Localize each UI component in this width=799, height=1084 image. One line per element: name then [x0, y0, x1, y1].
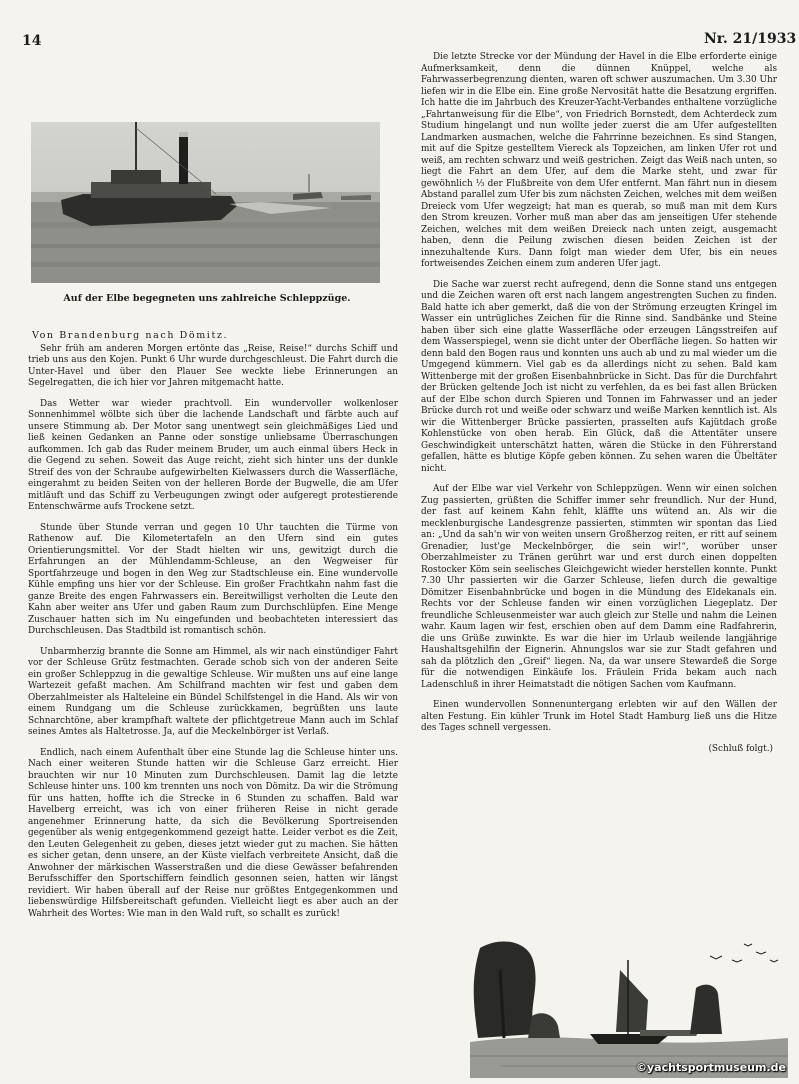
sailboat-sketch	[470, 930, 788, 1078]
paragraph: Sehr früh am anderen Morgen ertönte das „Reise, Reise!“ durchs Schiff und trieb uns aus den Kojen. Punkt 6 Uhr wurde durchgeschleust. Die Fahrt durch die Unter-Havel und über den Plauer See weckte liebe Erinnerungen an Segelregatten, die ich hier vor Jahren mitgemacht hatte.	[28, 343, 398, 388]
paragraph: Auf der Elbe war viel Verkehr von Schleppzügen. Wenn wir einen solchen Zug passierten, grüßten die Schiffer immer sehr freundlich. Nur der Hund, der fast auf keinem Kahn fehlt, kläffte uns wütend an. Als wir die mecklenburgische Landesgrenze passierten, stimmten wir spontan das Lied an: „Und da sah'n wir von weiten unsern Großherzog reiten, er ritt auf seinem Grenadier, lust'ge Meckelnbörger, die sein wir!“, worüber unser Oberzahlmeister zu Tränen gerührt war und erst durch einen doppelten Rostocker Köm sein seelisches Gleichgewicht wieder herstellen konnte. Punkt 7.30 Uhr passierten wir die Garzer Schleuse, liefen durch die gewaltige Dömitzer Eisenbahnbrücke und bogen in die Mündung des Eldekanals ein. Rechts vor der Schleuse fanden wir einen vorzüglichen Liegeplatz. Der freundliche Schleusenmeister war auch gleich zur Stelle und nahm die Leinen wahr. Kaum lagen wir fest, erschien oben auf dem Damm eine Radfahrerin, die uns Grüße zuwinkte. Es war die hier im Urlaub weilende langjährige Haushaltsgehilfin der Eignerin. Ahnungslos war sie zur Stadt gefahren und sah da plötzlich den „Greif“ liegen. Na, da war unsere Stewardeß die Sorge für die notwendigen Einkäufe los. Fräulein Frida bekam auch nach Ladenschluß in ihrer Heimatstadt die nötigen Sachen vom Kaufmann.	[421, 484, 777, 690]
section-heading: Von Brandenburg nach Dömitz.	[32, 330, 229, 341]
photo-caption: Auf der Elbe begegneten uns zahlreiche Schleppzüge.	[63, 293, 351, 304]
paragraph: Stunde über Stunde verran und gegen 10 Uhr tauchten die Türme von Rathenow auf. Die Kilometertafeln an den Ufern sind ein gutes Orientierungsmittel. Vor der Stadt hielten wir uns, gewitzigt durch die Erfahrungen an der Mühlendamm-Schleuse, an den Wegweiser für Sportfahrzeuge und bogen in den Weg zur Stadtschleuse ein. Eine wundervolle Kühle empfing uns hier vor der Schleuse. Ein großer Frachtkahn nahm fast die ganze Breite des engen Fahrwassers ein. Bereitwilligst verholten die Leute den Kahn aber weiter ans Ufer und gaben Raum zum Durchschlüpfen. Eine Menge Zuschauer hatten sich im Nu eingefunden und beobachteten interessiert das Durchschleusen. Das Stadtbild ist romantisch schön.	[28, 522, 398, 636]
paragraph: Einen wundervollen Sonnenuntergang erlebten wir auf den Wällen der alten Festung. Ein kühler Trunk im Hotel Stadt Hamburg ließ uns die Hitze des Tages schnell vergessen.	[421, 700, 777, 733]
paragraph: Die letzte Strecke vor der Mündung der Havel in die Elbe erforderte einige Aufmerksamkeit, denn die dünnen Knüppel, welche als Fahrwasserbegrenzung dienten, waren oft schwer auszumachen. Um 3.30 Uhr liefen wir in die Elbe ein. Eine große Nervosität hatte die Besatzung ergriffen. Ich hatte die im Jahrbuch des Kreuzer-Yacht-Verbandes enthaltene vorzügliche „Fahrtanweisung für die Elbe“, von Friedrich Bornstedt, dem Achterdeck zum Studium hingelangt und nun wollte jeder zuerst die am Ufer aufgestellten Landmarken ausmachen, welche die Fahrrinne bezeichnen. Es sind Stangen, mit auf die Spitze gestelltem Viereck als Topzeichen, am linken Ufer rot und weiß, am rechten schwarz und weiß gestrichen. Zeigt das Weiß nach unten, so liegt die Fahrt an dem Ufer, auf dem die Marke steht, und zwar für gewöhnlich ⅓ der Flußbreite von dem Ufer entfernt. Man fährt nun in diesem Abstand parallel zum Ufer bis zum nächsten Zeichen, welches mit dem weißen Dreieck vom Ufer wegzeigt; hat man es querab, so muß man mit dem Kurs den Strom kreuzen. Vorher muß man aber das am jenseitigen Ufer stehende Zeichen, welches mit dem weißen Dreieck nach unten zeigt, ausgemacht haben, denn die Peilung zwischen diesen beiden Zeichen ist der innezuhaltende Kurs. Dann folgt man wieder dem Ufer, bis ein neues fortweisendes Zeichen einem zum anderen Ufer jagt.	[421, 52, 777, 269]
issue-number: Nr. 21/1933	[704, 31, 797, 47]
paragraph: Die Sache war zuerst recht aufregend, denn die Sonne stand uns entgegen und die Zeichen waren oft erst nach langem angestrengten Suchen zu finden. Bald hatte ich aber gemerkt, daß die von der Strömung erzeugten Kringel im Wasser ein untrügliches Zeichen für die Rinne sind. Sandbänke und Steine haben über sich eine glatte Wasserfläche oder erzeugen Längsstreifen auf dem Wasserspiegel, wenn sie dicht unter der Oberfläche liegen. So hatten wir denn bald den Bogen raus und konnten uns auch ab und zu mal wieder um die Umgegend kümmern. Viel gab es da allerdings nicht zu sehen. Bald kam Wittenberge mit der großen Eisenbahnbrücke in Sicht. Das für die Durchfahrt der Brücken geltende Joch ist nicht zu verfehlen, da es bei fast allen Brücken auf der Elbe schon durch Spieren und Tonnen im Fahrwasser und an jeder Brücke durch rot und weiße oder schwarz und weiße Marken kenntlich ist. Als wir die Wittenberger Brücke passierten, prasselten aufs Kajütdach große Kohlenstücke von oben herab. Ein Glück, daß die Attentäter unsere Geschwindigkeit unterschätzt hatten, wären die Stücke in den Führerstand gefallen, hätte es blutige Köpfe geben können. Zu sehen waren die Übeltäter nicht.	[421, 279, 777, 474]
steam-tug-photo	[31, 122, 380, 283]
left-column	[28, 330, 398, 929]
right-column	[421, 52, 777, 755]
paragraph: Das Wetter war wieder prachtvoll. Ein wundervoller wolkenloser Sonnenhimmel wölbte sich über die lachende Landschaft und färbte auch auf unsere Stimmung ab. Der Motor sang unentwegt sein gleichmäßiges Lied und ließ keinen Gedanken an Panne oder sonstige unliebsame Überraschungen aufkommen. Ich gab das Ruder meinem Bruder, um auch einmal übers Heck in die Gegend zu sehen. Soweit das Auge reicht, zieht sich hinter uns der dunkle Streif des von der Schraube aufgewirbelten Kielwassers durch die Wasserfläche, eingerahmt zu beiden Seiten von der helleren Borde der Bugwelle, die am Ufer mitläuft und das Schiff zu Verbeugungen zwingt oder aufgeregt protestierende Entenschwärme aufs Trockene setzt.	[28, 398, 398, 512]
paragraph: Endlich, nach einem Aufenthalt über eine Stunde lag die Schleuse hinter uns. Nach einer weiteren Stunde hatten wir die Schleuse Garz erreicht. Hier brauchten wir nur 10 Minuten zum Durchschleusen. Damit lag die letzte Schleuse hinter uns. 100 km trennten uns noch von Dömitz. Da wir die Strömung für uns hatten, hoffte ich die Strecke in 6 Stunden zu schaffen. Bald war Havelberg erreicht, was ich von einer früheren Reise in nicht gerade angenehmer Erinnerung hatte, da sich die Bevölkerung Sportreisenden gegenüber als wenig entgegenkommend gezeigt hatte. Leider verbot es die Zeit, den Leuten Gelegenheit zu geben, dieses jetzt wieder gut zu machen. Sie hätten es sicher getan, denn unsere, an der Küste vielfach verbreitete Ansicht, daß die Anwohner der märkischen Wasserstraßen und die diese Gewässer befahrenden Berufsschiffer den Sportschiffern feindlich gesonnen seien, hatten wir längst revidiert. Wir haben überall auf der Reise nur größtes Entgegenkommen und liebenswürdige Hilfsbereitschaft gefunden. Vielleicht liegt es aber auch an der Wahrheit des Wortes: Wie man in den Wald ruft, so schallt es zurück!	[28, 747, 398, 919]
page-number: 14	[22, 33, 42, 49]
watermark: ©yachtsportmuseum.de	[636, 1061, 786, 1074]
continuation-note: (Schluß folgt.)	[708, 743, 773, 754]
paragraph: Unbarmherzig brannte die Sonne am Himmel, als wir nach einstündiger Fahrt vor der Schleuse Grütz festmachten. Gerade schob sich von der anderen Seite ein großer Schleppzug in die gewaltige Schleuse. Wir mußten uns auf eine lange Wartezeit gefaßt machen. Am Schilfrand machten wir fest und gaben dem Oberzahlmeister als Halteleine ein Bündel Schilfstengel in die Hand. Als wir von einem Rundgang um die Schleuse zurückkamen, begrüßten uns laute Schnarchtöne, aber krampfhaft waltete der pflichtgetreue Mann auch im Schlaf seines Amtes als Haltetrosse. Ja, auf die Meckelnbörger ist Verlaß.	[28, 646, 398, 737]
